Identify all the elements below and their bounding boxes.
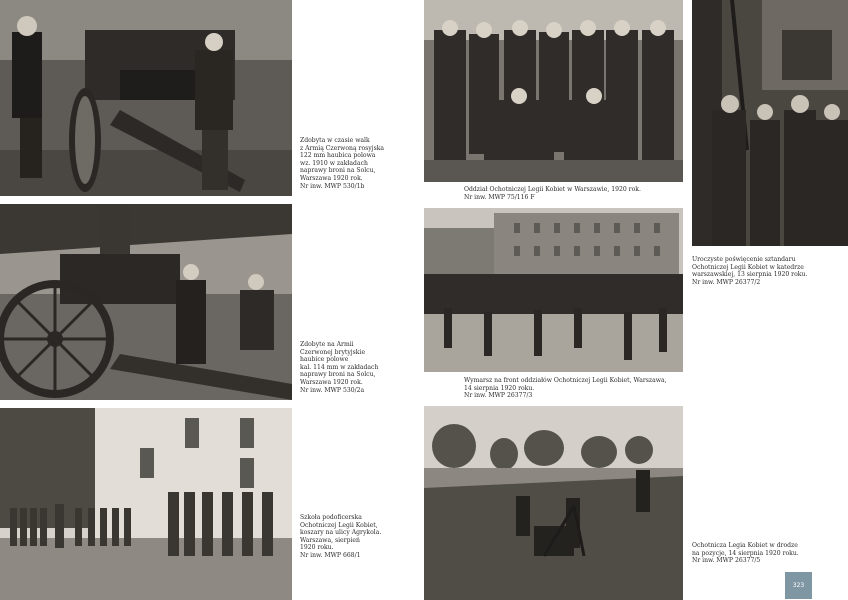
photo-howitzer-122 bbox=[0, 0, 292, 196]
photo-howitzers-114 bbox=[0, 204, 292, 400]
caption-departure-to-front: Wymarsz na front oddziałów Ochotniczej Legii Kobiet, Warszawa, 14 sierpnia 1920 roku. Nr inw. MWP 26377/3 bbox=[464, 377, 667, 400]
photo-on-the-way bbox=[424, 406, 683, 600]
caption-on-the-way: Ochotnicza Legia Kobiet w drodze na pozycje, 14 sierpnia 1920 roku. Nr inw. MWP 26377/5 bbox=[692, 542, 799, 565]
caption-nco-school: Szkoła podoficerska Ochotniczej Legii Kobiet, koszary na ulicy Agrykola. Warszawa, sierpień 1920 roku. Nr inw. MWP 668/1 bbox=[300, 514, 382, 559]
page-number: 323 bbox=[785, 572, 812, 599]
photo-banner-consecration bbox=[692, 0, 848, 246]
caption-howitzers-114: Zdobyte na Armii Czerwonej brytyjskie haubice polowe kal. 114 mm w zakładach naprawy broni na Solcu, Warszawa 1920 rok. Nr inw. MWP 530/2a bbox=[300, 341, 379, 394]
photo-nco-school bbox=[0, 408, 292, 600]
caption-banner-consecration: Uroczyste poświęcenie sztandaru Ochotniczej Legii Kobiet w katedrze warszawskiej, 13 sierpnia 1920 roku. Nr inw. MWP 26377/2 bbox=[692, 256, 808, 286]
caption-howitzer-122: Zdobyta w czasie walk z Armią Czerwoną rosyjska 122 mm haubica polowa wz. 1910 w zakładach naprawy broni na Solcu, Warszawa 1920 rok. Nr inw. MWP 530/1b bbox=[300, 137, 385, 190]
photo-unit-warsaw bbox=[424, 0, 683, 182]
caption-unit-warsaw: Oddział Ochotniczej Legii Kobiet w Warszawie, 1920 rok. Nr inw. MWP 75/116 F bbox=[464, 186, 641, 201]
photo-departure-to-front bbox=[424, 208, 683, 372]
